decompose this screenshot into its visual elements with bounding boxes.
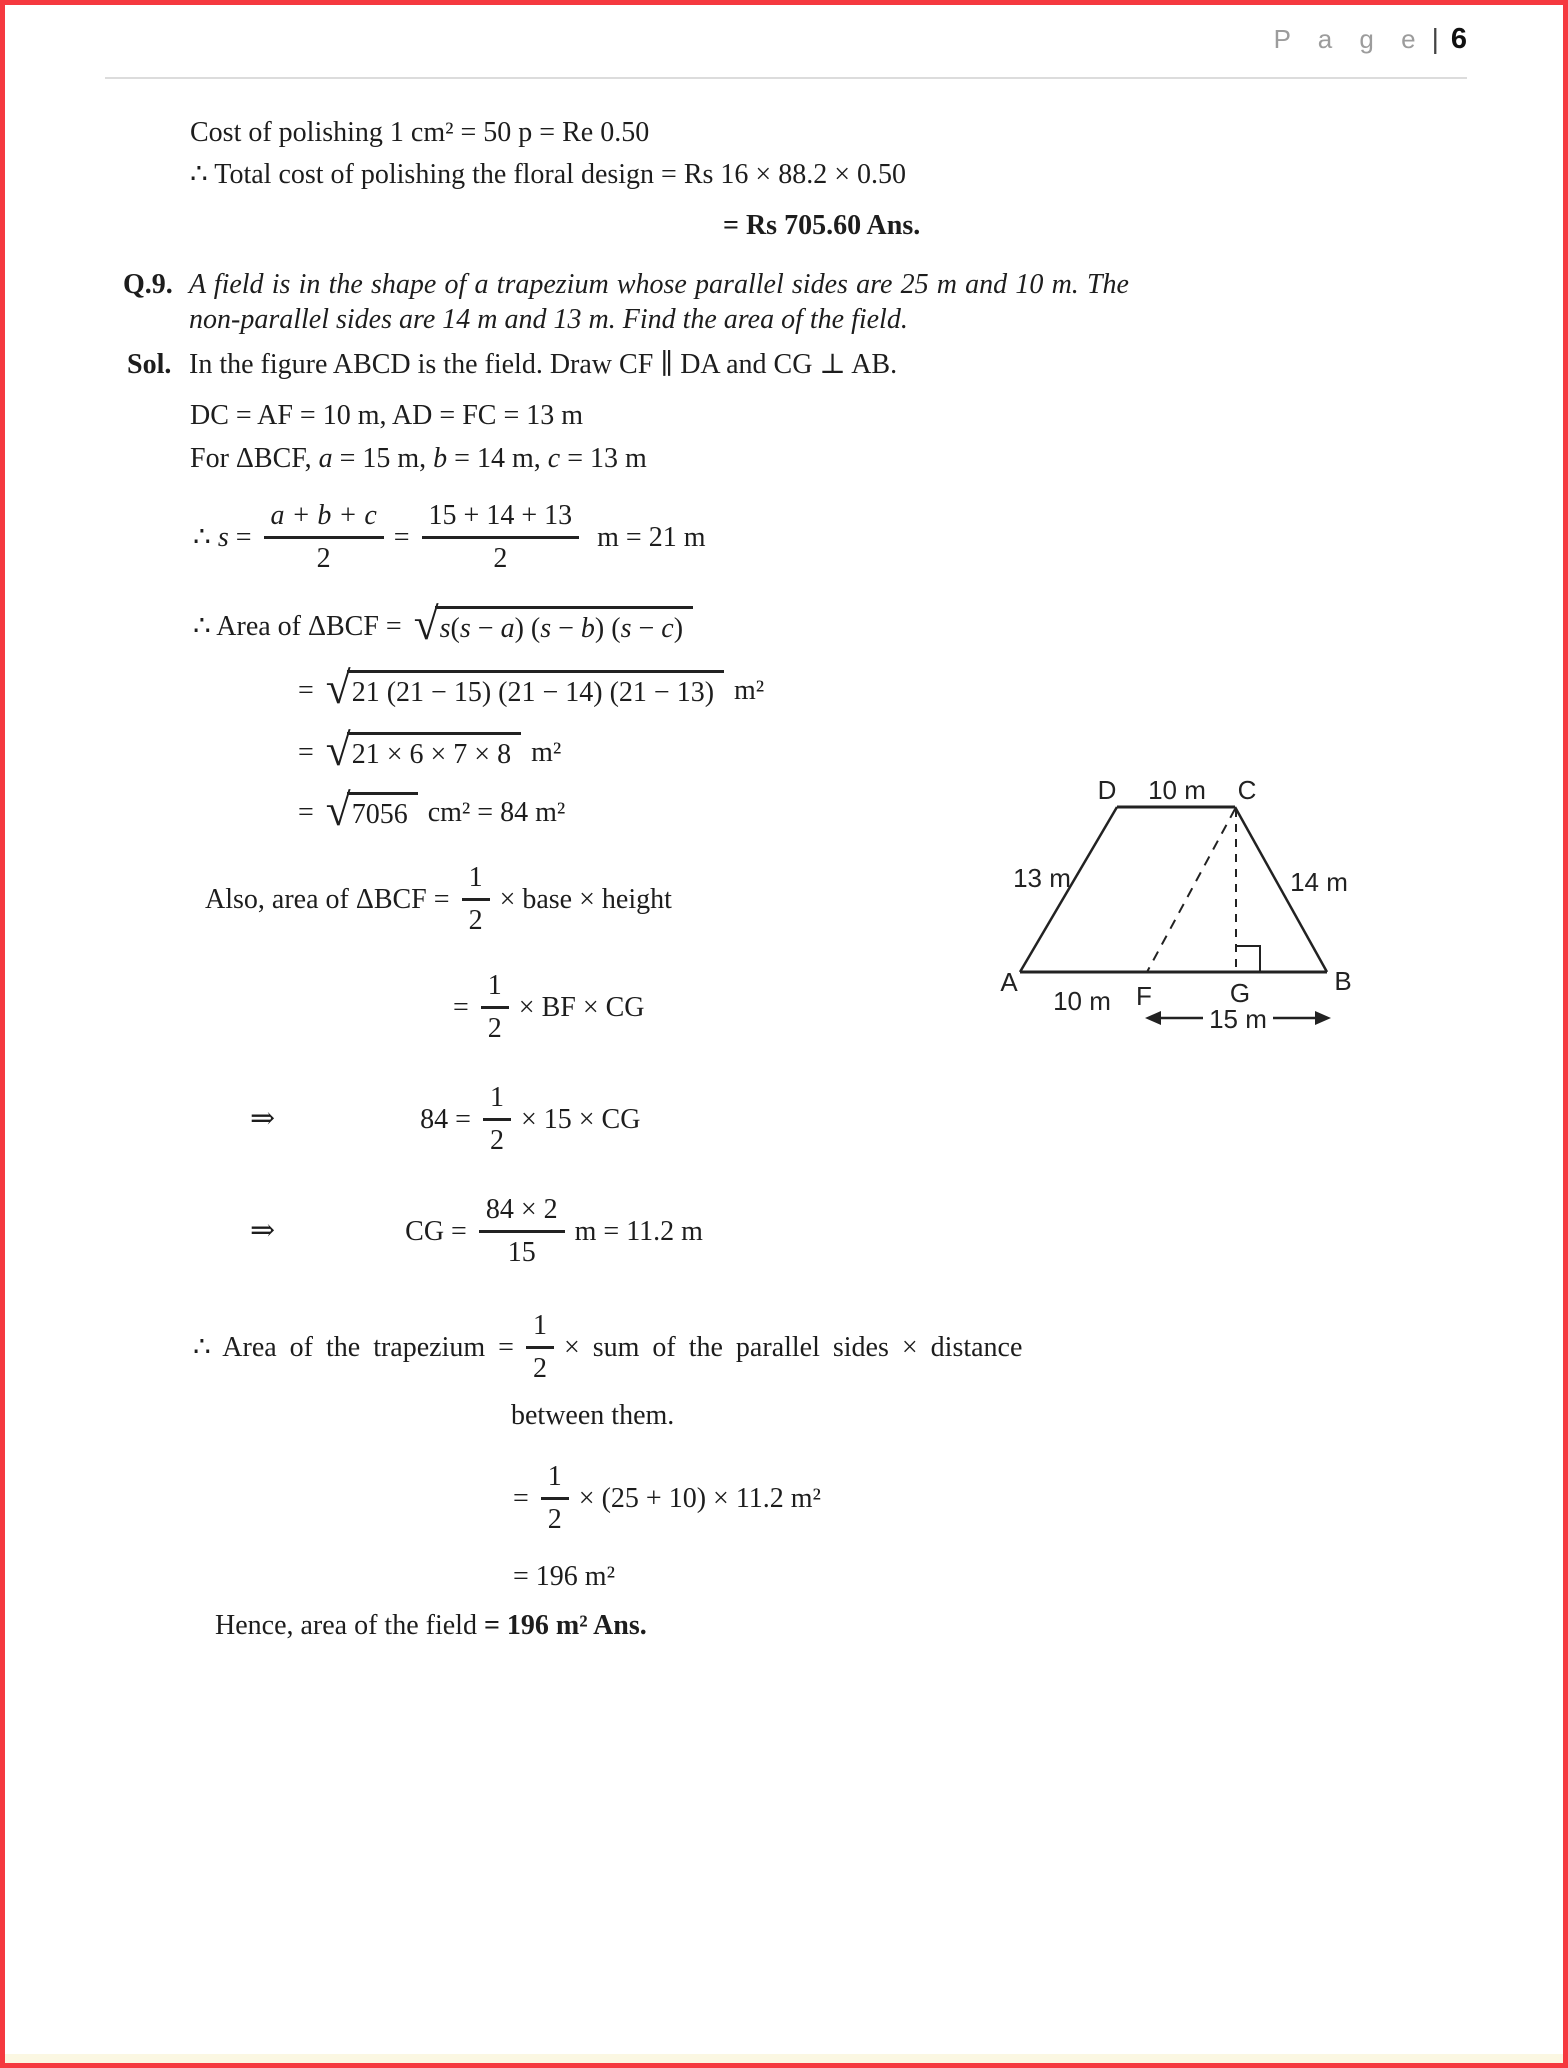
trapezium-between: between them. <box>511 1400 675 1431</box>
also-tail: × base × height <box>499 883 672 915</box>
dim-left-label: 13 m <box>1013 863 1071 893</box>
imp1-tail: × 15 × CG <box>520 1103 641 1135</box>
s-equals: = <box>393 521 410 553</box>
imp2-tail: m = 11.2 m <box>574 1215 703 1247</box>
step3-unit: m² <box>531 736 562 768</box>
fraction-84x2-15: $\frac{84 \times 2}{15}$ <box>479 1192 565 1270</box>
implies-arrow-2: ⇒ <box>250 1214 276 1248</box>
question-label: Q.9. <box>123 269 173 300</box>
trap1-lead: ∴ Area of the trapezium = <box>193 1331 514 1363</box>
point-f-label: F <box>1136 981 1152 1011</box>
equation-step2: = √ 21 (21 − 15) (21 − 14) (21 − 13) m² <box>298 663 765 713</box>
final-lead: Hence, area of the field <box>215 1610 484 1641</box>
solution-intro-text: In the figure ABCD is the field. Draw CF ∥ DA and CG ⊥ AB. <box>189 349 898 380</box>
equation-s <box>193 498 1477 576</box>
point-g-label: G <box>1229 978 1251 1008</box>
for-bcf-line: For ΔBCF, a = 15 m, b = 14 m, c = 13 m <box>190 443 647 474</box>
final-answer-line <box>215 1608 1477 1643</box>
question-9 <box>105 267 1477 337</box>
dim-right-label: 14 m <box>1290 867 1348 897</box>
page-number: 6 <box>1450 23 1467 55</box>
equation-bf: = $\frac{1}{2}$ × BF × CG <box>453 970 645 1044</box>
solution-label: Sol. <box>127 349 172 380</box>
arrowhead-left-icon <box>1145 1011 1161 1025</box>
fraction-151413: $\frac{15 + 14 + 13}{2}$ <box>422 498 580 576</box>
cost-line-2: ∴ Total cost of polishing the floral design = Rs 16 × 88.2 × 0.50 <box>190 159 906 190</box>
imp1-lhs: 84 = <box>420 1103 471 1135</box>
right-angle-mark <box>1236 946 1260 972</box>
step2-unit: m² <box>734 674 765 706</box>
equation-step3: = √ 21 × 6 × 7 × 8 m² <box>298 725 562 775</box>
dim-span-label: 15 m <box>1209 1004 1267 1034</box>
trapezium-figure <box>997 775 1377 1065</box>
fraction-half-2: $\frac{1}{2}$ <box>481 968 509 1046</box>
fraction-half-1: $\frac{1}{2}$ <box>462 860 490 938</box>
s-tail: m = 21 m <box>597 521 706 553</box>
fraction-abc: $\frac{a + b + c}{2}$ <box>264 498 384 576</box>
equation-implies-2 <box>250 1192 1477 1270</box>
equation-heron <box>193 599 1477 649</box>
final-answer: = 196 m² Ans. <box>483 1610 647 1641</box>
arrowhead-right-icon <box>1315 1011 1331 1025</box>
dc-af-line: DC = AF = 10 m, AD = FC = 13 m <box>190 400 584 431</box>
question-text: A field is in the shape of a trapezium whose parallel sides are 25 m and 10 m. The non-parallel sides are 14 m and 13 m. Find the area of the field. <box>189 269 1129 335</box>
vertex-d-label: D <box>1097 775 1117 805</box>
sqrt-step2: √ 21 (21 − 15) (21 − 14) (21 − 13) <box>326 670 724 710</box>
vertex-b-label: B <box>1334 966 1352 996</box>
solution-intro-row <box>105 347 1477 382</box>
trap1-tail: × sum of the parallel sides × distance <box>563 1331 1023 1363</box>
equation-trapezium-3: = $\frac{1}{2}$ × (25 + 10) × 11.2 m² <box>513 1461 821 1535</box>
cost-answer: = Rs 705.60 Ans. <box>723 210 921 241</box>
page-word: P a g e <box>1273 24 1426 54</box>
page-separator: | <box>1431 23 1439 54</box>
sqrt-step3: √ 21 × 6 × 7 × 8 <box>326 732 521 772</box>
fraction-half-5: $\frac{1}{2}$ <box>541 1459 569 1537</box>
fraction-half-3: $\frac{1}{2}$ <box>483 1080 511 1158</box>
bf-tail: × BF × CG <box>518 991 645 1023</box>
equation-implies-1 <box>250 1080 1477 1158</box>
dashed-cf <box>1147 809 1235 972</box>
cost-line-1: Cost of polishing 1 cm² = 50 p = Re 0.50 <box>190 117 650 148</box>
bottom-strip <box>5 2054 1563 2063</box>
imp2-lhs: CG = <box>405 1215 467 1247</box>
step4-tail: cm² = 84 m² <box>427 796 566 828</box>
sqrt-heron: √ s(s − a) (s − b) (s − c) <box>414 606 693 646</box>
heron-lead: ∴ Area of ΔBCF = <box>193 610 402 642</box>
vertex-c-label: C <box>1237 775 1257 805</box>
equation-step4: = √ 7056 cm² = 84 m² <box>298 785 566 835</box>
implies-arrow-1: ⇒ <box>250 1102 276 1136</box>
page-header <box>105 23 1467 79</box>
sqrt-step4: √ 7056 <box>326 792 418 832</box>
trapezium-result: = 196 m² <box>513 1561 615 1592</box>
trap3-tail: × (25 + 10) × 11.2 m² <box>578 1482 821 1514</box>
equation-trapezium-1 <box>193 1308 1477 1386</box>
dim-bottom-left-label: 10 m <box>1053 986 1111 1016</box>
fraction-half-4: $\frac{1}{2}$ <box>526 1308 554 1386</box>
also-lead: Also, area of ΔBCF = <box>205 883 450 915</box>
s-lead: ∴ s = <box>193 521 252 553</box>
dim-top-label: 10 m <box>1148 775 1206 805</box>
vertex-a-label: A <box>1000 967 1018 997</box>
